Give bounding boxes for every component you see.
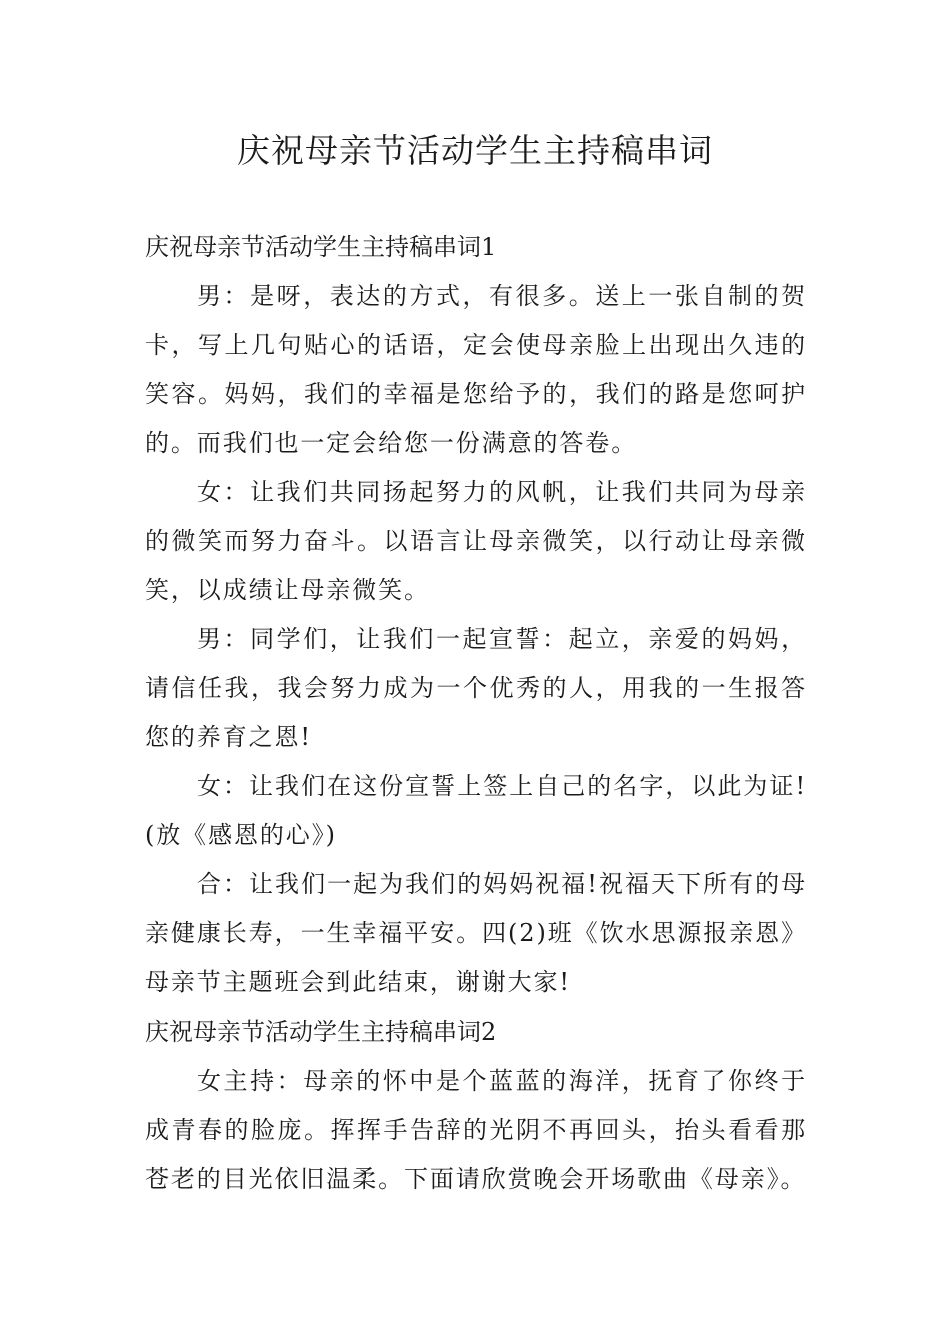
- document-body: [145, 222, 807, 1204]
- document-title: 庆祝母亲节活动学生主持稿串词: [237, 131, 713, 170]
- paragraph: 女：让我们共同扬起努力的风帆，让我们共同为母亲的微笑而努力奋斗。以语言让母亲微笑，以行动让母亲微笑，以成绩让母亲微笑。: [145, 478, 807, 604]
- section-heading: 庆祝母亲节活动学生主持稿串词2: [145, 1018, 497, 1046]
- paragraph: 合：让我们一起为我们的妈妈祝福!祝福天下所有的母亲健康长寿，一生幸福平安。四(2)班《饮水思源报亲恩》母亲节主题班会到此结束，谢谢大家!: [145, 870, 807, 996]
- paragraph: 女：让我们在这份宣誓上签上自己的名字，以此为证!(放《感恩的心》): [145, 772, 807, 849]
- paragraph: 男：是呀，表达的方式，有很多。送上一张自制的贺卡，写上几句贴心的话语，定会使母亲脸上出现出久违的笑容。妈妈，我们的幸福是您给予的，我们的路是您呵护的。而我们也一定会给您一份满意的答卷。: [145, 282, 807, 457]
- paragraph: 女主持：母亲的怀中是个蓝蓝的海洋，抚育了你终于成青春的脸庞。挥挥手告辞的光阴不再回头，抬头看看那苍老的目光依旧温柔。下面请欣赏晚会开场歌曲《母亲》。: [145, 1067, 807, 1193]
- paragraph: 男：同学们，让我们一起宣誓：起立，亲爱的妈妈，请信任我，我会努力成为一个优秀的人，用我的一生报答您的养育之恩!: [145, 625, 807, 751]
- section-heading: 庆祝母亲节活动学生主持稿串词1: [145, 233, 497, 261]
